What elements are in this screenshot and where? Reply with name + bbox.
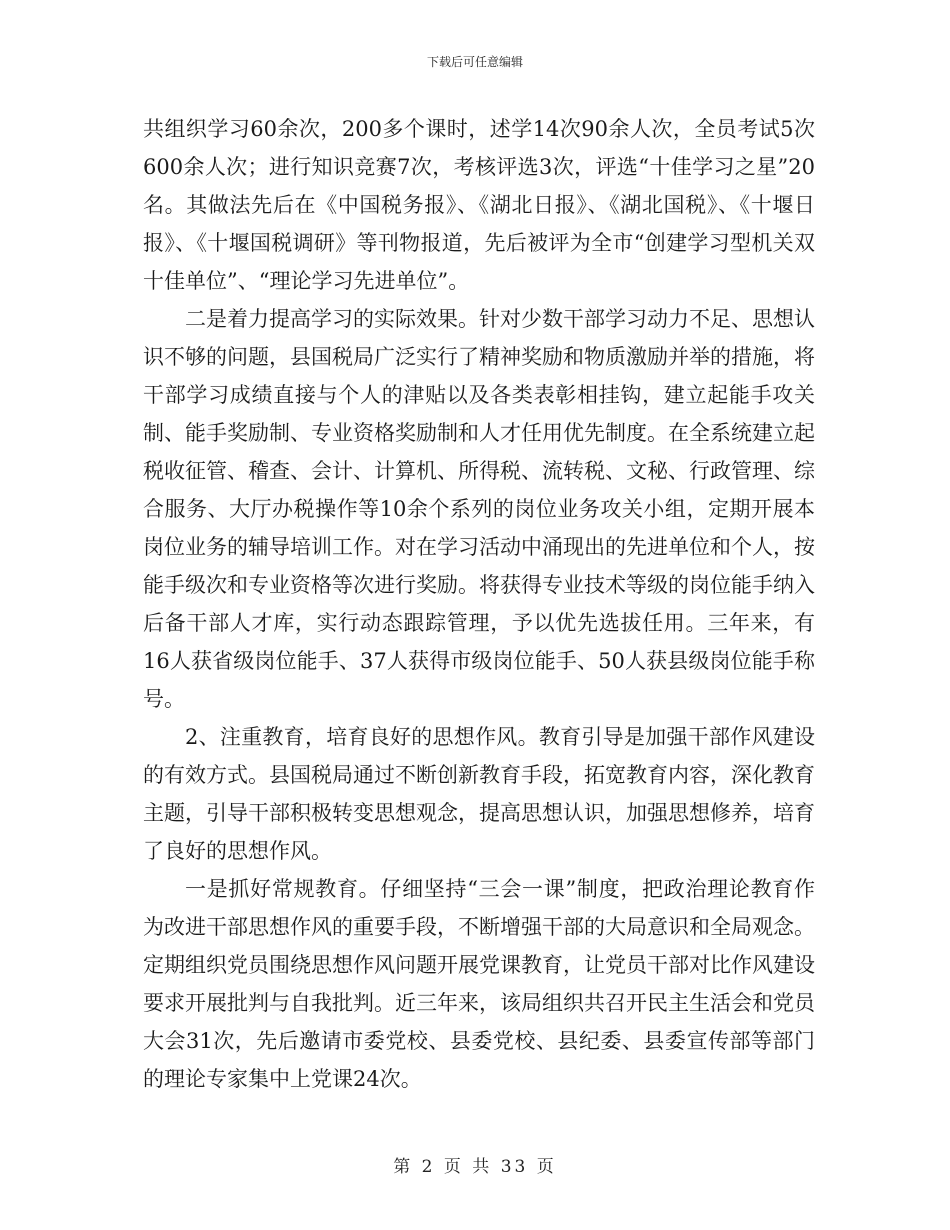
paragraph-1: 共组织学习60余次，200多个课时，述学14次90余人次，全员考试5次600余人次；进行知识竞赛7次，考核评选3次，评选“十佳学习之星”20名。其做法先后在《中国税务报》、《湖北日报》、《湖北国税》、《十堰日报》、《十堰国税调研》等刊物报道，先后被评为全市“创建学习型机关双十佳单位”、“理论学习先进单位”。 — [143, 117, 815, 293]
paragraph-2: 二是着力提高学习的实际效果。针对少数干部学习动力不足、思想认识不够的问题，县国税局广泛实行了精神奖励和物质激励并举的措施，将干部学习成绩直接与个人的津贴以及各类表彰相挂钩，建立起能手攻关制、能手奖励制、专业资格奖励制和人才任用优先制度。在全系统建立起税收征管、稽查、会计、计算机、所得税、流转税、文秘、行政管理、综合服务、大厅办税操作等10余个系列的岗位业务攻关小组，定期开展本岗位业务的辅导培训工作。对在学习活动中涌现出的先进单位和个人，按能手级次和专业资格等次进行奖励。将获得专业技术等级的岗位能手纳入后备干部人才库，实行动态跟踪管理，予以优先选拔任用。三年来，有16人获省级岗位能手、37人获得市级岗位能手、50人获县级岗位能手称号。 — [143, 307, 815, 711]
page-footer: 第 2 页 共 33 页 — [393, 1157, 557, 1177]
paragraph-3: 2、注重教育，培育良好的思想作风。教育引导是加强干部作风建设的有效方式。县国税局通过不断创新教育手段，拓宽教育内容，深化教育主题，引导干部积极转变思想观念，提高思想认识，加强思想修养，培育了良好的思想作风。 — [143, 725, 815, 863]
document-body — [143, 110, 815, 1098]
paragraph-4: 一是抓好常规教育。仔细坚持“三会一课”制度，把政治理论教育作为改进干部思想作风的重要手段，不断增强干部的大局意识和全局观念。定期组织党员围绕思想作风问题开展党课教育，让党员干部对比作风建设要求开展批判与自我批判。近三年来，该局组织共召开民主生活会和党员大会31次，先后邀请市委党校、县委党校、县纪委、县委宣传部等部门的理论专家集中上党课24次。 — [143, 877, 815, 1091]
page-header: 下载后可任意编辑 — [426, 55, 523, 69]
